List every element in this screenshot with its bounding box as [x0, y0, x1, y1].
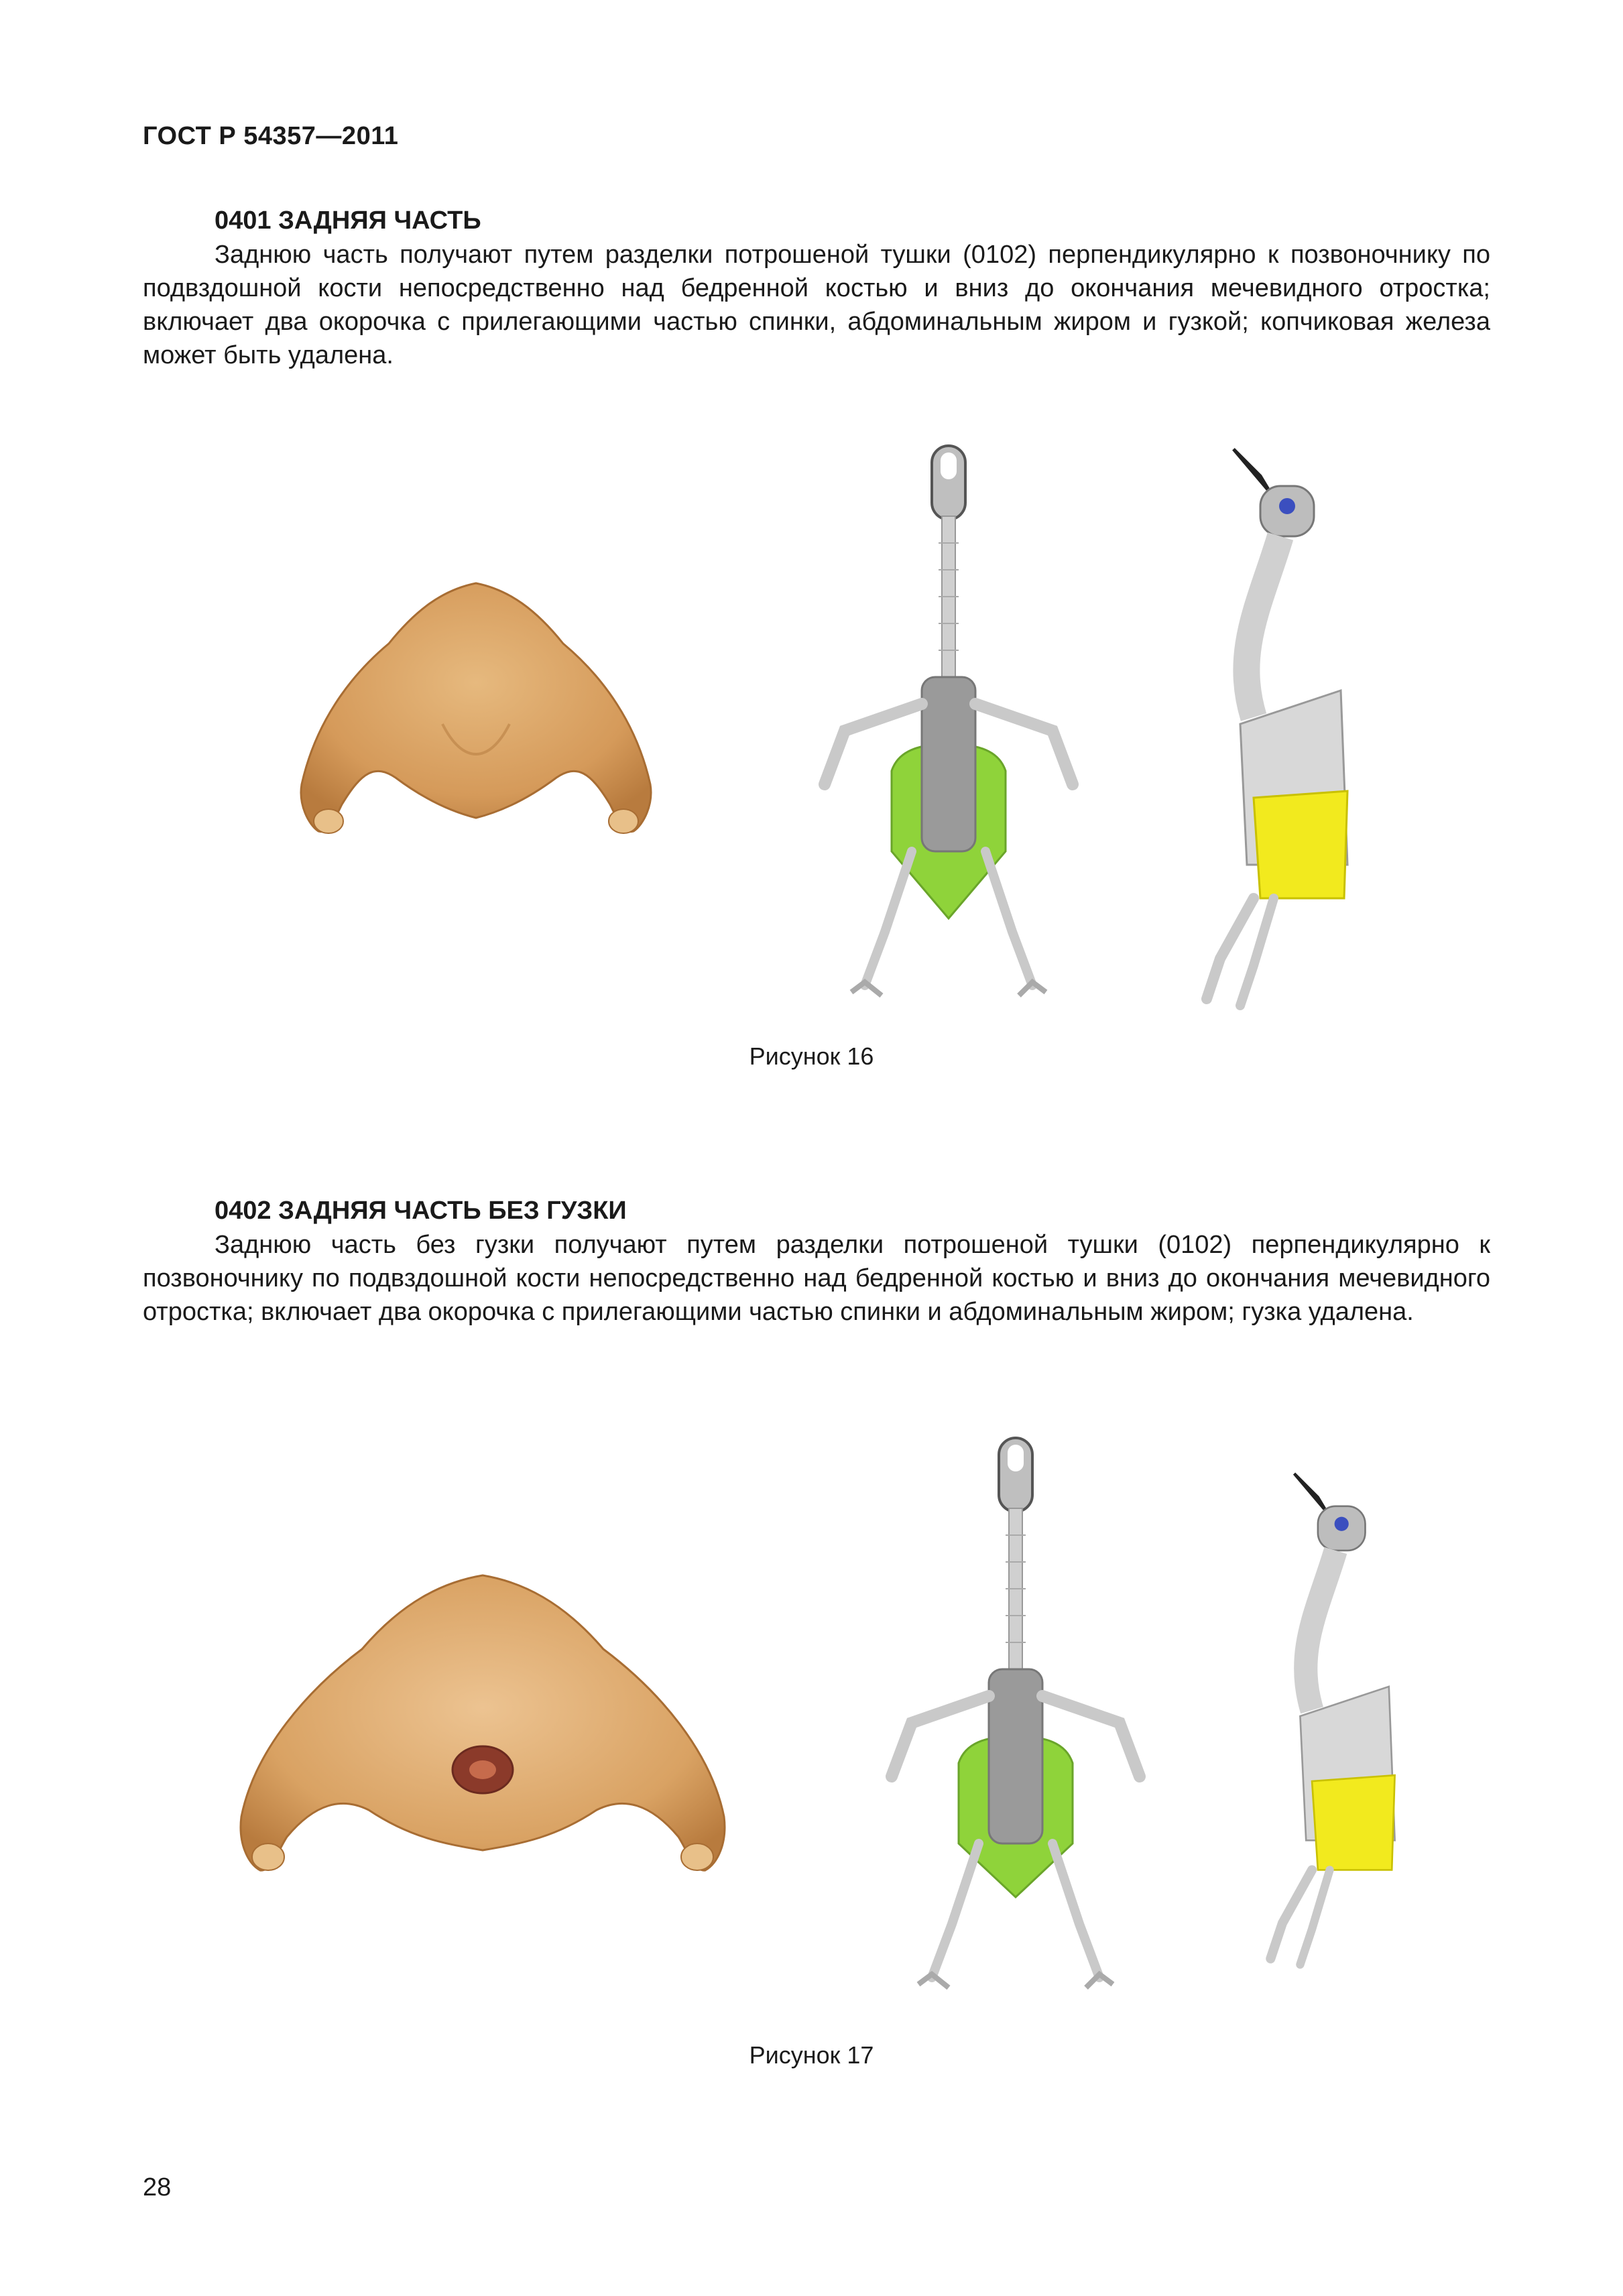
section-title: 0401 ЗАДНЯЯ ЧАСТЬ: [215, 206, 481, 235]
page-number: 28: [143, 2173, 172, 2201]
figure-caption: Рисунок 17: [749, 2041, 874, 2069]
skeleton-front-diagram: [871, 1428, 1166, 2004]
section-body: Заднюю часть без гузки получают путем разделки потрошеной тушки (0102) перпендикулярно к позвоночнику по подвздошной кости непосредственно над бедренной костью и вниз до окончания мечевидного отростка; включает два окорочка с прилегающими частью спинки и абдоминальным жиром; гузка удалена.: [143, 1231, 1490, 1326]
section-body: Заднюю часть получают путем разделки потрошеной тушки (0102) перпендикулярно к позвоночнику по подвздошной кости непосредственно над бедренной костью и вниз до окончания мечевидного отростка; включает два окорочка с прилегающими частью спинки, абдоминальным жиром и гузкой; копчиковая железа может быть удалена.: [143, 241, 1490, 369]
carcass-photo: [288, 570, 664, 858]
section-0401: [143, 203, 1490, 372]
section-title: 0402 ЗАДНЯЯ ЧАСТЬ БЕЗ ГУЗКИ: [215, 1197, 627, 1225]
skeleton-side-diagram: [1247, 1428, 1448, 2004]
skeleton-front-diagram: [804, 436, 1099, 1012]
section-0402: [143, 1193, 1490, 1329]
skeleton-side-diagram: [1180, 436, 1408, 1012]
figure-caption: Рисунок 16: [749, 1042, 874, 1070]
carcass-photo: [228, 1562, 737, 1884]
document-header: ГОСТ Р 54357—2011: [143, 122, 399, 150]
